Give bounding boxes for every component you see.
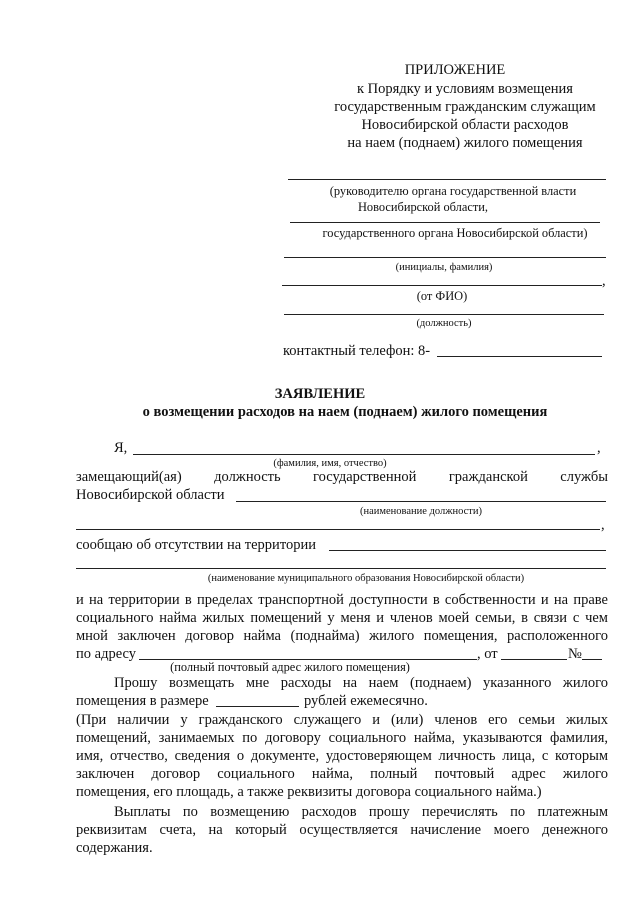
note-line: помещений, занимаемых по договору социального найма, указываются фамилия,	[76, 730, 608, 746]
phone-label: контактный телефон: 8-	[283, 343, 431, 359]
paragraph-line: социального найма жилых помещений у меня и членов моей семьи, в связи с чем	[76, 610, 608, 626]
extra-line[interactable]	[76, 529, 600, 530]
caption-address: (полный почтовый адрес жилого помещения)	[170, 660, 410, 674]
appendix-line: государственным гражданским служащим	[334, 99, 596, 115]
appendix-title: ПРИЛОЖЕНИЕ	[404, 62, 506, 78]
addressee-head-line[interactable]	[288, 179, 606, 180]
appendix-line: к Порядку и условиям возмещения	[357, 81, 573, 97]
request-suffix: рублей ежемесячно.	[304, 693, 428, 709]
territory-field[interactable]	[329, 550, 606, 551]
caption-fio: (фамилия, имя, отчество)	[273, 458, 387, 469]
note-line: (При наличии у гражданского служащего и (или) членов его семьи жилых	[76, 712, 608, 728]
statement-subtitle: о возмещении расходов на наем (поднаем) жилого помещения	[142, 404, 548, 420]
comma: ,	[601, 517, 605, 533]
address-prefix: по адресу	[76, 646, 136, 662]
caption-head: государственного органа Новосибирской области)	[322, 226, 588, 240]
fio-field[interactable]	[133, 454, 595, 455]
caption-head: (руководителю органа государственной власти	[329, 184, 577, 198]
request-line: Прошу возмещать мне расходы на наем (поднаем) указанного жилого	[114, 675, 608, 691]
date-field[interactable]	[501, 659, 567, 660]
position-line-text: замещающий(ая) должность государственной гражданской службы	[76, 469, 608, 485]
payment-line: содержания.	[76, 840, 153, 856]
region-label: Новосибирской области	[76, 487, 225, 503]
comma: ,	[597, 440, 601, 456]
caption-position: (должность)	[416, 318, 472, 329]
i-label: Я,	[114, 440, 128, 456]
position-name-field[interactable]	[236, 501, 606, 502]
from-line[interactable]	[282, 285, 602, 286]
caption-initials: (инициалы, фамилия)	[395, 262, 493, 273]
municipality-line[interactable]	[76, 568, 606, 569]
note-line: заключен договор социального найма, полный почтовый адрес жилого	[76, 766, 608, 782]
appendix-line: Новосибирской области расходов	[361, 117, 569, 133]
statement-title: ЗАЯВЛЕНИЕ	[274, 386, 366, 402]
note-line: помещения, его площадь, а также реквизиты договора социального найма.)	[76, 784, 542, 800]
initials-line[interactable]	[284, 257, 606, 258]
caption-municipality: (наименование муниципального образования Новосибирской области)	[207, 573, 525, 584]
note-line: имя, отчество, сведения о документе, удостоверяющем личность лица, с которым	[76, 748, 608, 764]
request-prefix: помещения в размере	[76, 693, 209, 709]
amount-field[interactable]	[216, 706, 299, 707]
comma: ,	[602, 273, 606, 289]
payment-line: Выплаты по возмещению расходов прошу перечислять по платежным	[114, 804, 608, 820]
paragraph-line: и на территории в пределах транспортной доступности в собственности и на праве	[76, 592, 608, 608]
paragraph-line: мной заключен договор найма (поднайма) жилого помещения, расположенного	[76, 628, 608, 644]
address-from: , от	[477, 646, 498, 662]
caption-head: Новосибирской области,	[357, 200, 488, 214]
number-field[interactable]	[582, 659, 602, 660]
caption-position-name: (наименование должности)	[359, 506, 483, 517]
position-line[interactable]	[284, 314, 604, 315]
appendix-line: на наем (поднаем) жилого помещения	[347, 135, 583, 151]
phone-field[interactable]	[437, 356, 602, 357]
addressee-org-line[interactable]	[290, 222, 600, 223]
number-sign: №	[568, 646, 582, 662]
payment-line: реквизитам счета, на который осуществляется начисление моего денежного	[76, 822, 608, 838]
absence-label: сообщаю об отсутствии на территории	[76, 537, 316, 553]
caption-from: (от ФИО)	[416, 289, 468, 303]
